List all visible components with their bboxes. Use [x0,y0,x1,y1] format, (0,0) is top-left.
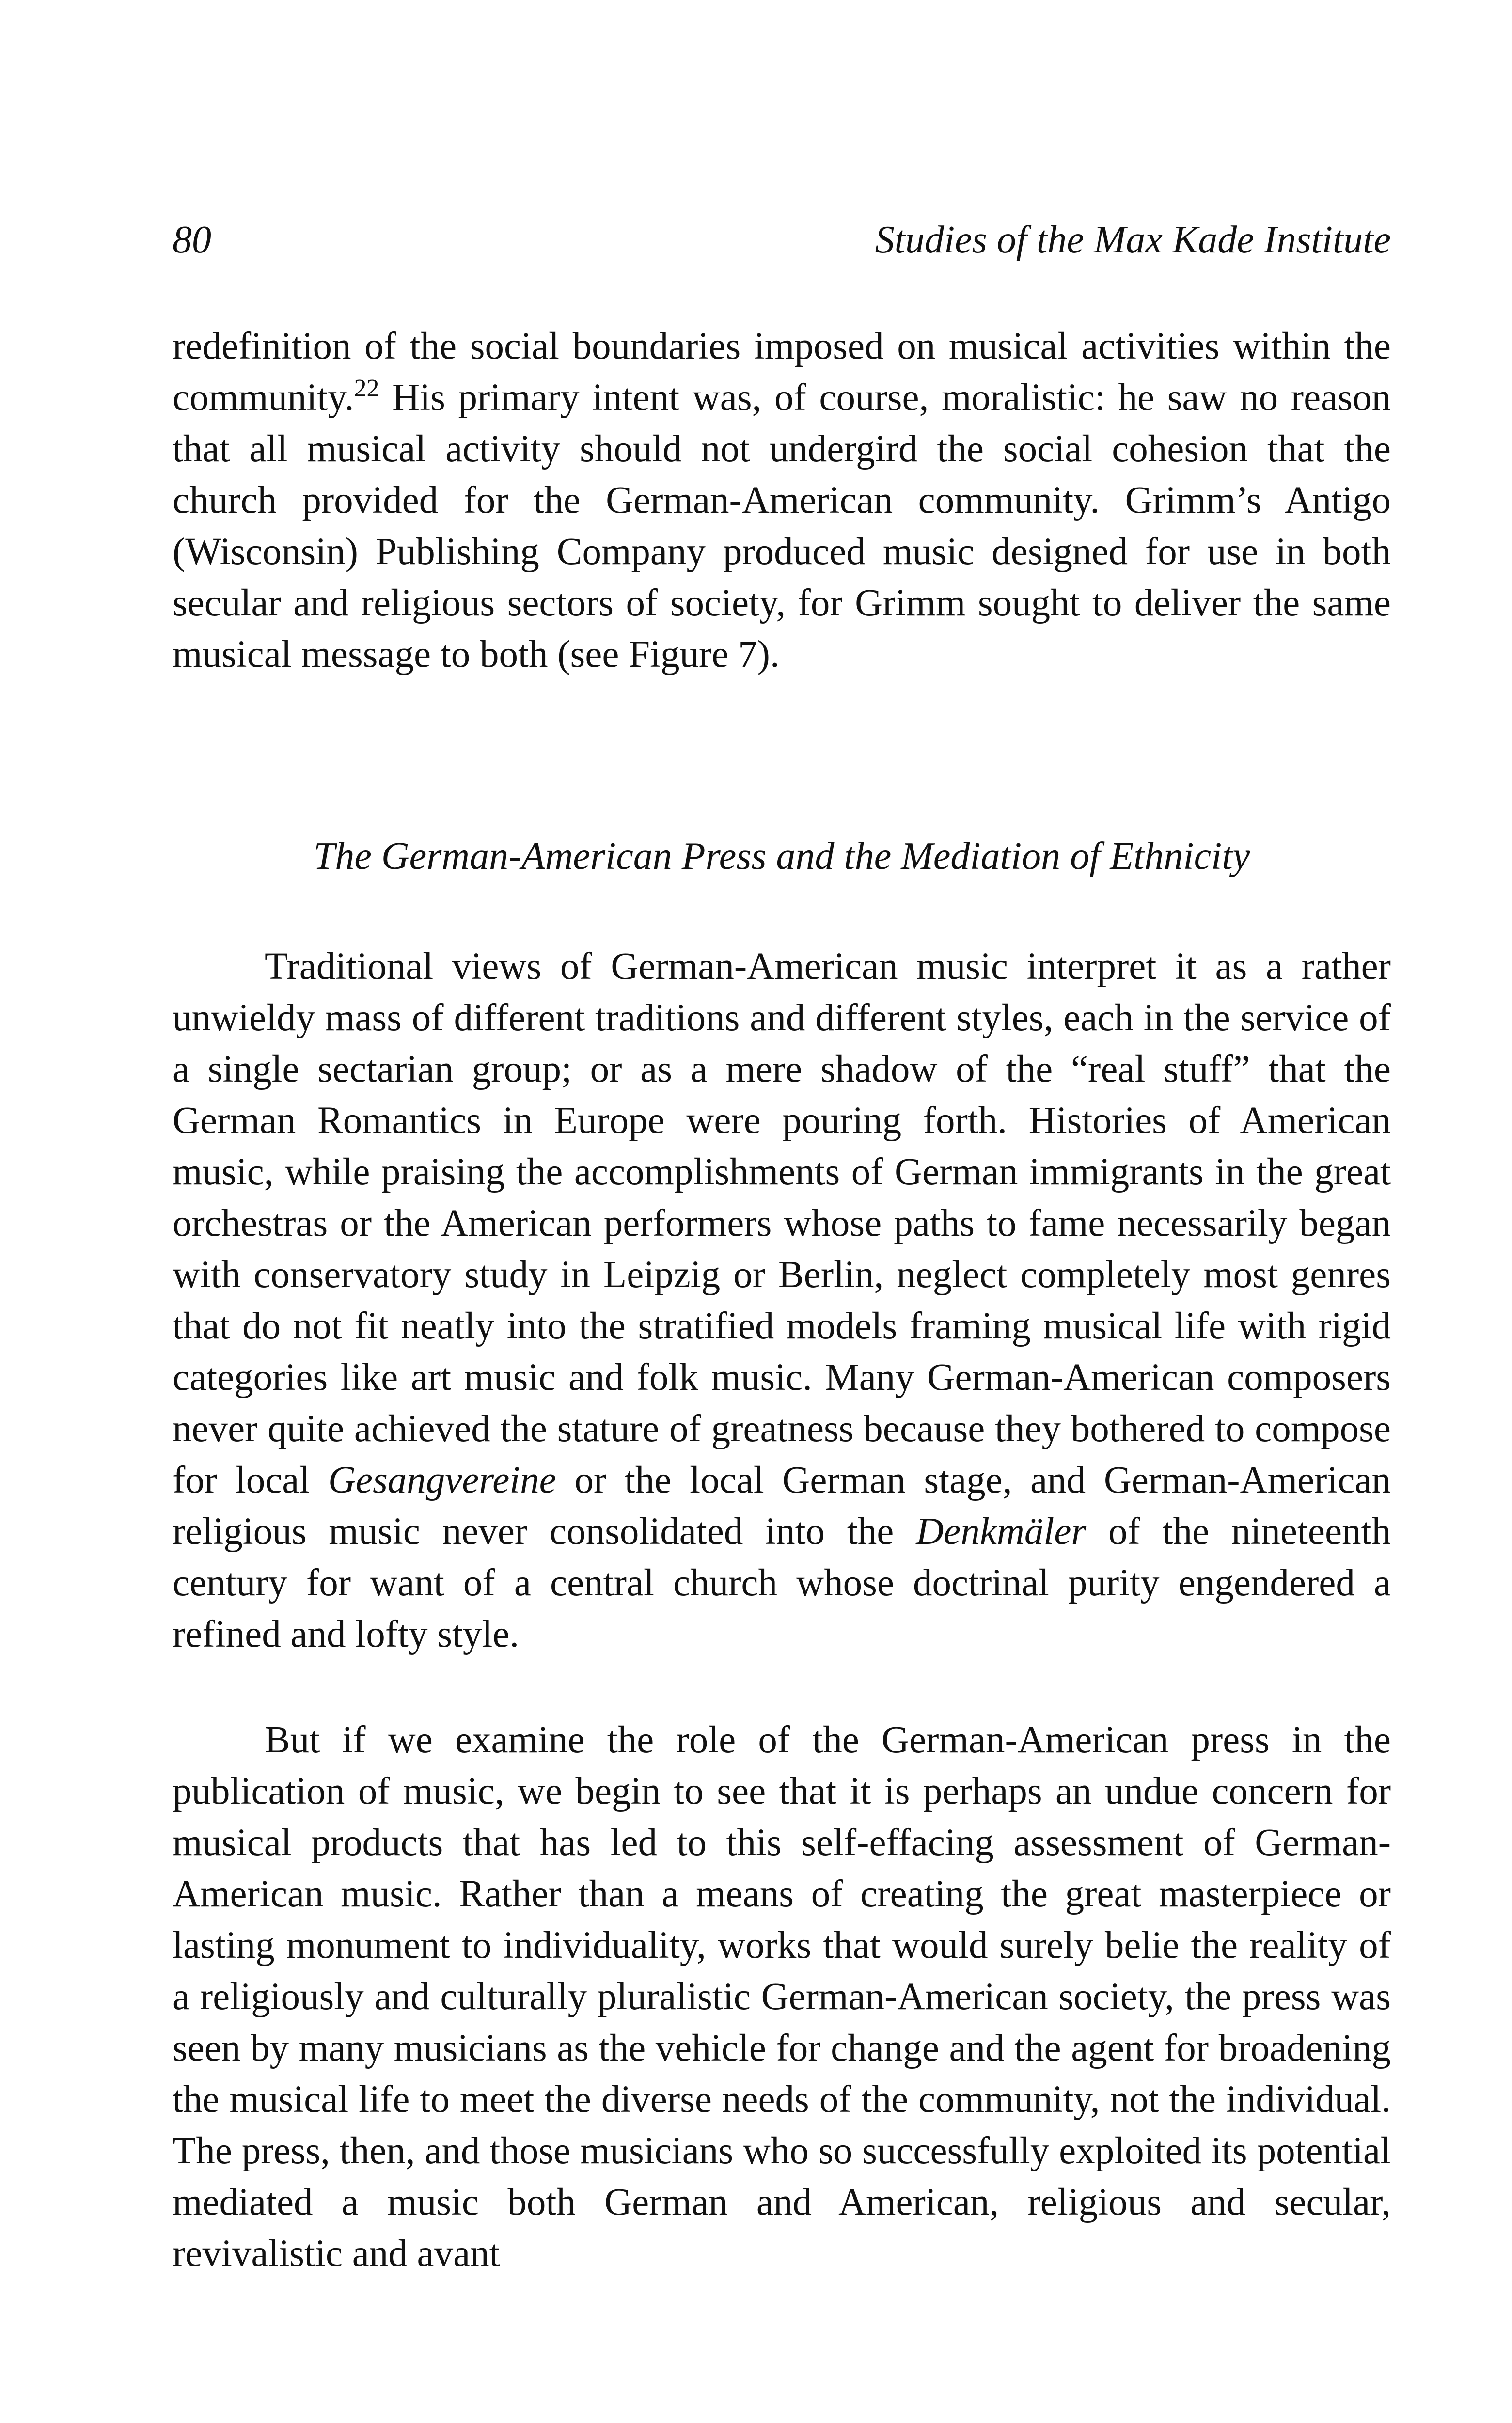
section-heading: The German-American Press and the Mediation of Ethnicity [313,835,1250,878]
journal-title: Studies of the Max Kade Institute [875,219,1391,261]
term-gesangvereine: Gesangvereine [328,1459,556,1501]
term-denkmaler: Denkmäler [916,1510,1087,1553]
paragraph-1-text-a: redefinition of the social boundaries imposed on musical activities within the community. [173,325,1391,419]
paragraph-1-text-b: His primary intent was, of course, moralistic: he saw no reason that all musical activity should not undergird the social cohesion that the church provided for the German-American community. Grimm’s Antigo (Wisconsin) Publishing Company produced music designed for use in both secular and religious sectors of society, for Grimm sought to deliver the same musical message to both (see Figure 7). [173,377,1391,676]
paragraph-2-text-b: or the local German stage, and German-American religious music never consolidated into the [173,1459,1391,1553]
paragraph-1 [173,321,1391,680]
footnote-reference-22: 22 [354,375,379,402]
paragraph-2-text-a: Traditional views of German-American music interpret it as a rather unwieldy mass of different traditions and different styles, each in the service of a single sectarian group; or as a mere shadow of the “real stuff” that the German Romantics in Europe were pouring forth. Histories of American music, while praising the accomplishments of German immigrants in the great orchestras or the American performers whose paths to fame necessarily began with conservatory study in Leipzig or Berlin, neglect completely most genres that do not fit neatly into the stratified models framing musical life with rigid categories like art music and folk music. Many German-American composers never quite achieved the stature of greatness because they bothered to compose for local [173,945,1391,1501]
paragraph-3-text: But if we examine the role of the German-American press in the publication of music, we begin to see that it is perhaps an undue concern for musical products that has led to this self-effacing assessment of German-American music. Rather than a means of creating the great masterpiece or lasting monument to individuality, works that would surely belie the reality of a religiously and culturally pluralistic German-American society, the press was seen by many musicians as the vehicle for change and the agent for broadening the musical life to meet the diverse needs of the community, not the individual. The press, then, and those musicians who so successfully exploited its potential mediated a music both German and American, religious and secular, revivalistic and avant [173,1719,1391,2275]
running-head [173,213,1391,267]
paragraph-3 [173,1715,1391,2280]
page-number: 80 [173,219,211,261]
paragraph-2-text-c: of the nineteenth century for want of a central church whose doctrinal purity engendered a refined and lofty style. [173,1510,1391,1655]
paragraph-2 [173,941,1391,1660]
book-page [173,0,1391,2423]
